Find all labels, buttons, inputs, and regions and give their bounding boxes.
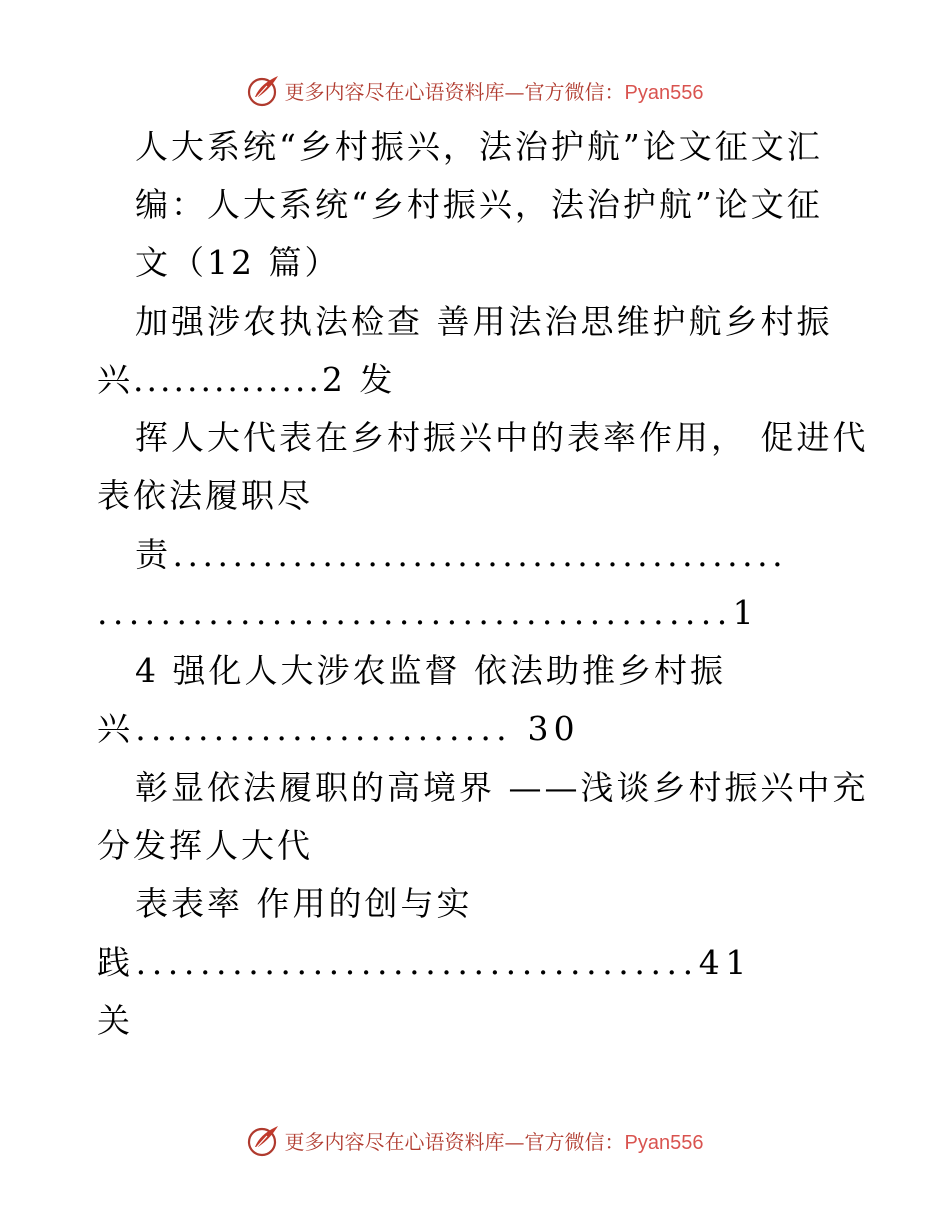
toc-line-6: ........................................1 (97, 593, 759, 632)
watermark-wechat-id: Pyan556 (624, 1131, 704, 1154)
watermark-wechat-label: 官方微信： (524, 1129, 625, 1154)
watermark-main-text: 更多内容尽在心语资料库 (284, 1129, 505, 1154)
toc-line-13: 关 (97, 1001, 133, 1040)
watermark-wechat-label: 官方微信： (524, 79, 625, 104)
title-line-3: 文（12 篇） (135, 243, 341, 282)
toc-line-11: 表表率 作用的创与实 (135, 884, 473, 923)
watermark-separator: — (504, 1129, 525, 1154)
watermark-main-text: 更多内容尽在心语资料库 (284, 79, 505, 104)
quill-seal-icon (247, 1123, 281, 1157)
watermark-banner-bottom (0, 1120, 950, 1160)
toc-line-2: 兴..............2 发 (97, 360, 396, 399)
toc-line-5: 责......................................... (135, 535, 788, 574)
toc-line-10: 分发挥人大代 (97, 826, 313, 865)
title-line-1: 人大系统“乡村振兴，法治护航”论文征文汇 (135, 127, 823, 166)
toc-line-8: 兴........................ 30 (97, 709, 580, 748)
watermark-separator: — (504, 79, 525, 104)
watermark-wechat-id: Pyan556 (624, 81, 704, 104)
toc-line-7: 4 强化人大涉农监督 依法助推乡村振 (135, 651, 726, 690)
watermark-text (285, 1126, 704, 1155)
toc-line-3: 挥人大代表在乡村振兴中的表率作用， 促进代 (135, 418, 869, 457)
toc-line-1: 加强涉农执法检查 善用法治思维护航乡村振 (135, 302, 833, 341)
title-line-2: 编：人大系统“乡村振兴，法治护航”论文征 (135, 185, 823, 224)
toc-line-4: 表依法履职尽 (97, 476, 313, 515)
toc-line-9: 彰显依法履职的高境界 ——浅谈乡村振兴中充 (135, 768, 869, 807)
toc-line-12: 践...................................41 (97, 943, 752, 982)
